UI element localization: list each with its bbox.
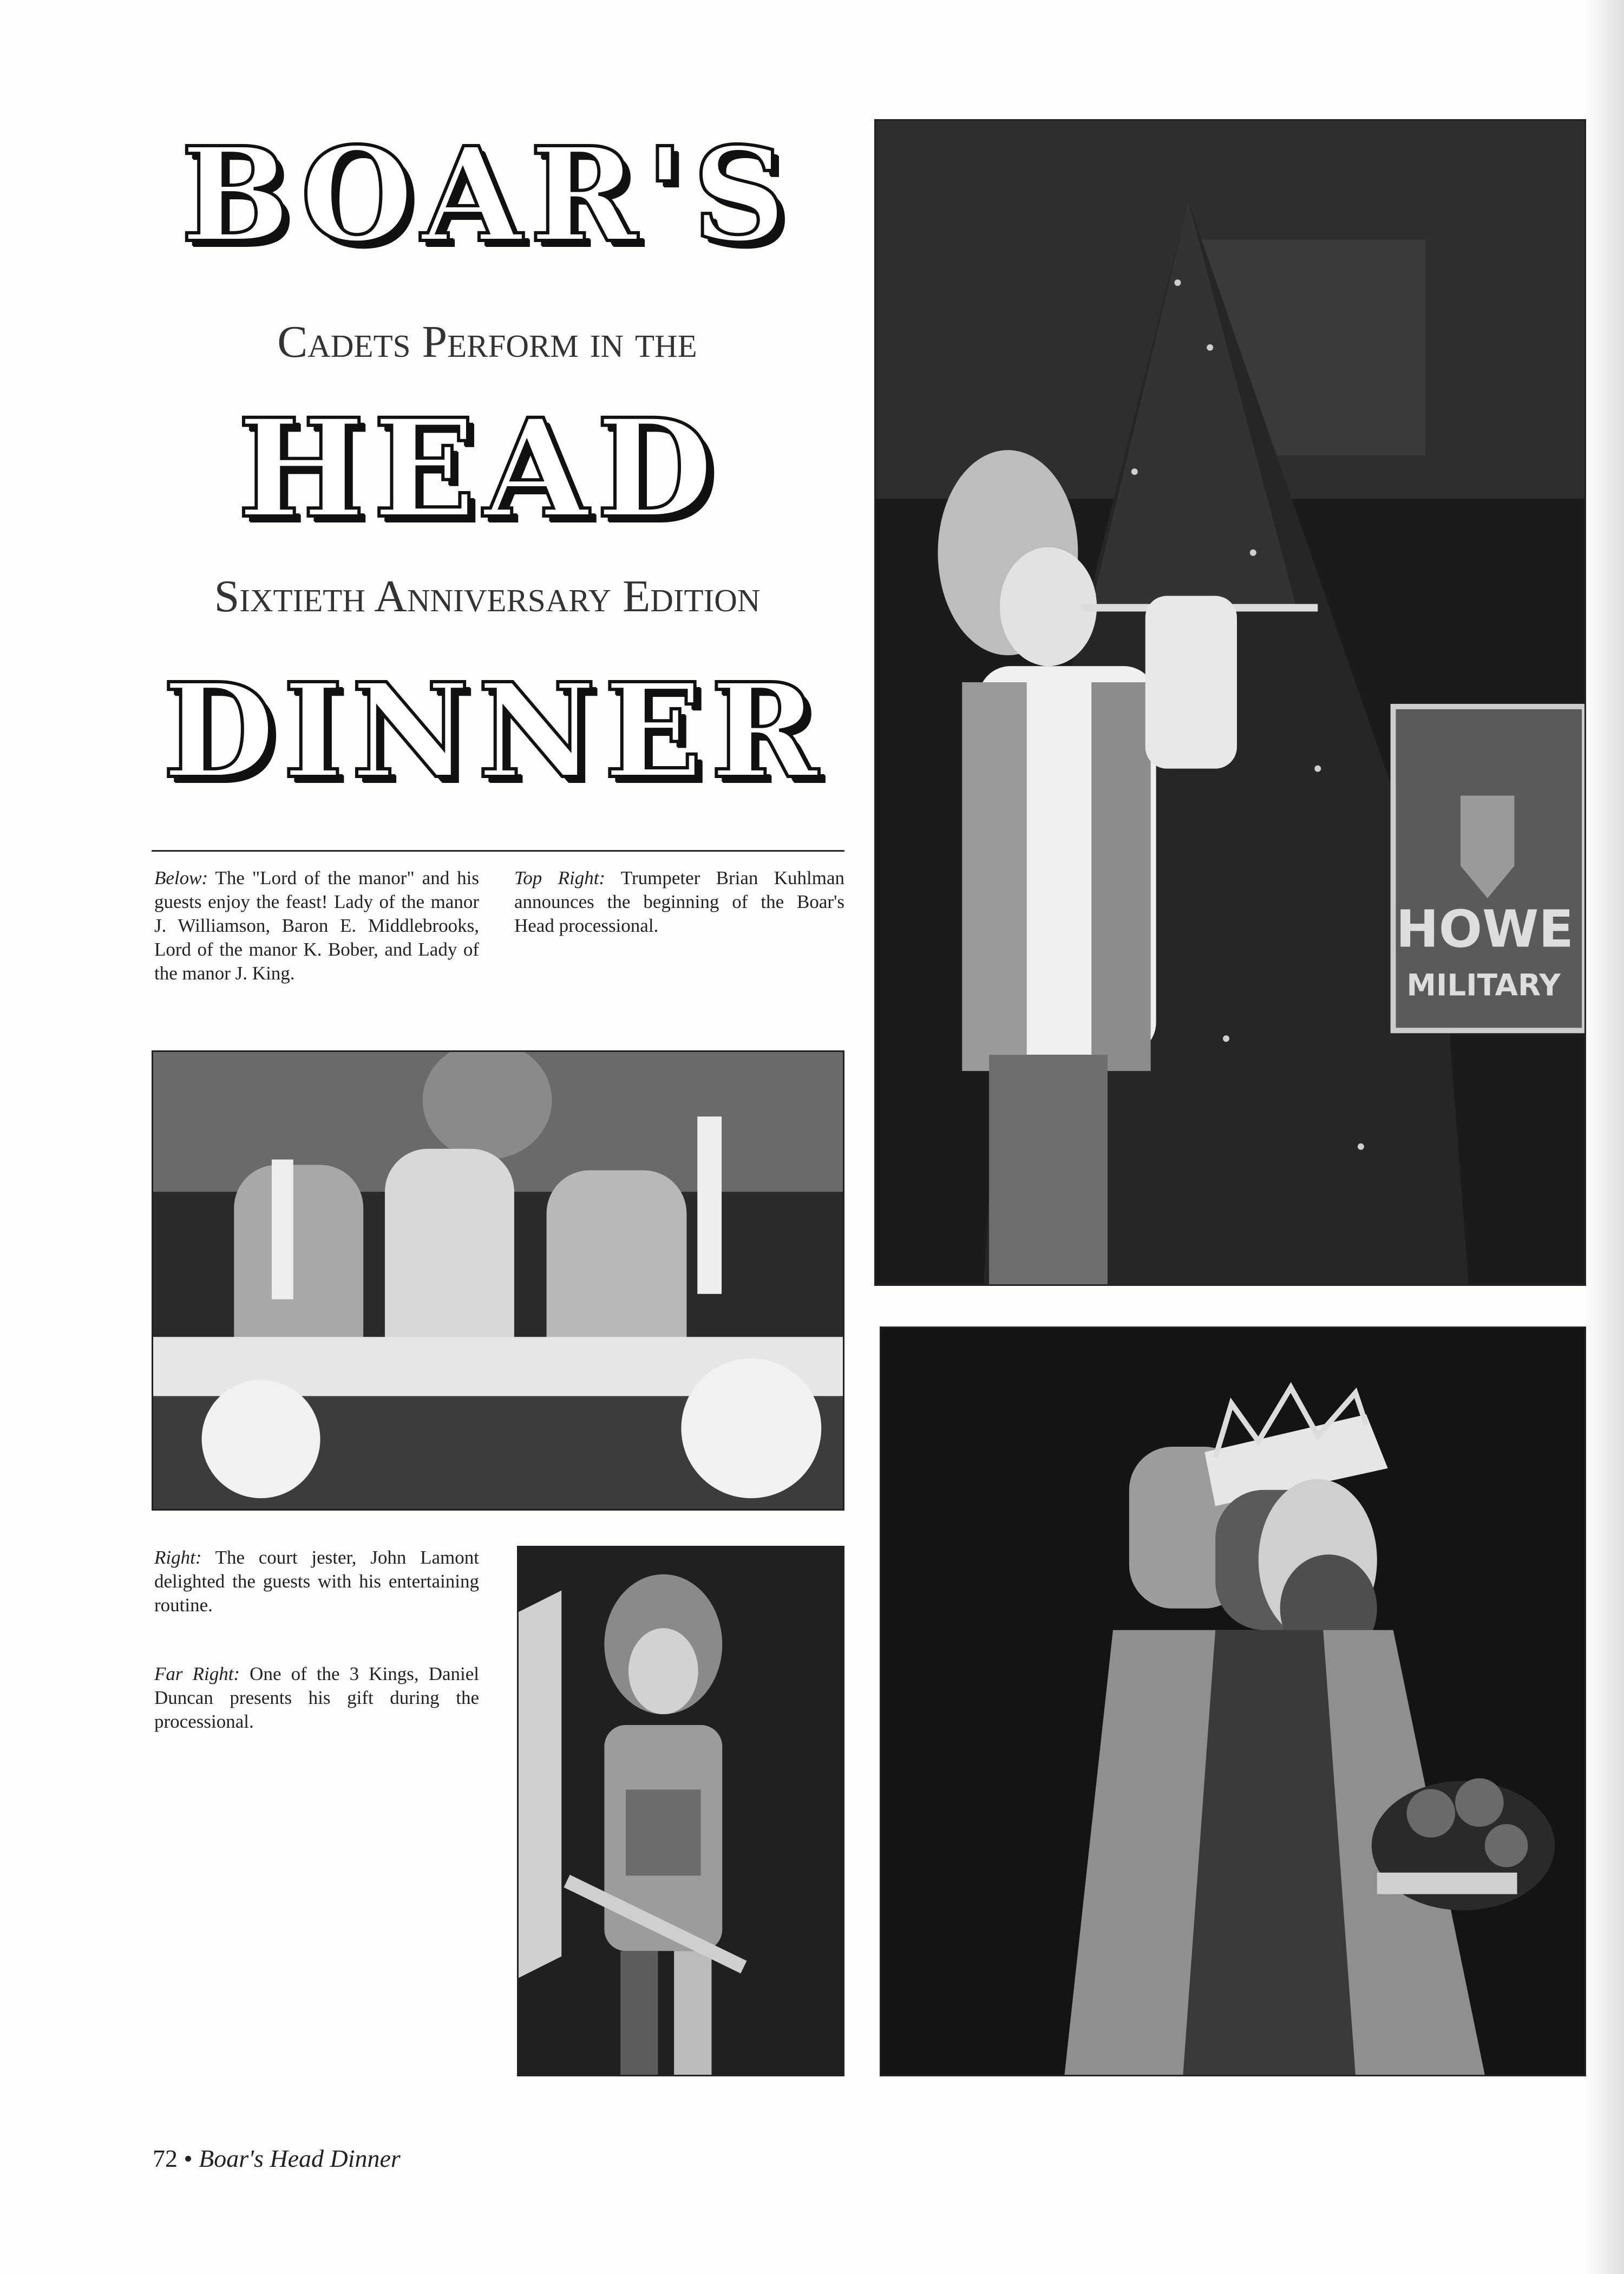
photo-trumpeter (874, 119, 1586, 1286)
page-footer (153, 2144, 401, 2173)
photo-three-kings (880, 1327, 1586, 2076)
photo-court-jester (517, 1546, 844, 2076)
title-divider (152, 850, 844, 852)
banner-howe-text: HOWE (1396, 899, 1574, 959)
caption-right-text: The court jester, John Lamont delighted the guests with his entertaining routine. (154, 1547, 479, 1616)
subtitle-sixtieth-anniversary: Sixtieth Anniversary Edition (214, 571, 761, 622)
subtitle-cadets-perform: Cadets Perform in the (277, 317, 697, 367)
caption-below-lead: Below: (154, 867, 208, 888)
caption-right-lead: Right: (154, 1547, 202, 1568)
caption-far-right-text: One of the 3 Kings, Daniel Duncan presents his gift during the processional. (154, 1663, 480, 1732)
caption-below (154, 866, 479, 985)
banner-military-text: MILITARY (1406, 968, 1561, 1003)
title-dinner: DINNER (162, 655, 826, 807)
caption-right (154, 1546, 479, 1617)
section-name: Boar's Head Dinner (199, 2145, 401, 2172)
title-head: HEAD (237, 389, 721, 548)
caption-top-right-lead: Top Right: (514, 867, 606, 888)
page-number: 72 (153, 2145, 178, 2172)
caption-top-right (514, 866, 844, 938)
title-boars: BOAR'S (180, 119, 794, 271)
photo-lord-of-the-manor-feast (152, 1050, 844, 1511)
footer-separator: • (184, 2145, 193, 2172)
caption-below-text: The "Lord of the manor" and his guests enjoy the feast! Lady of the manor J. Williamson, Baron E. Middlebrooks, Lord of the manor K. Bober, and Lady of the manor J. King. (154, 867, 480, 984)
caption-top-right-text: Trumpeter Brian Kuhlman announces the beginning of the Boar's Head processional. (514, 867, 844, 936)
caption-far-right (154, 1662, 479, 1734)
caption-far-right-lead: Far Right: (154, 1663, 240, 1684)
page-gutter-shadow (1586, 0, 1624, 2274)
